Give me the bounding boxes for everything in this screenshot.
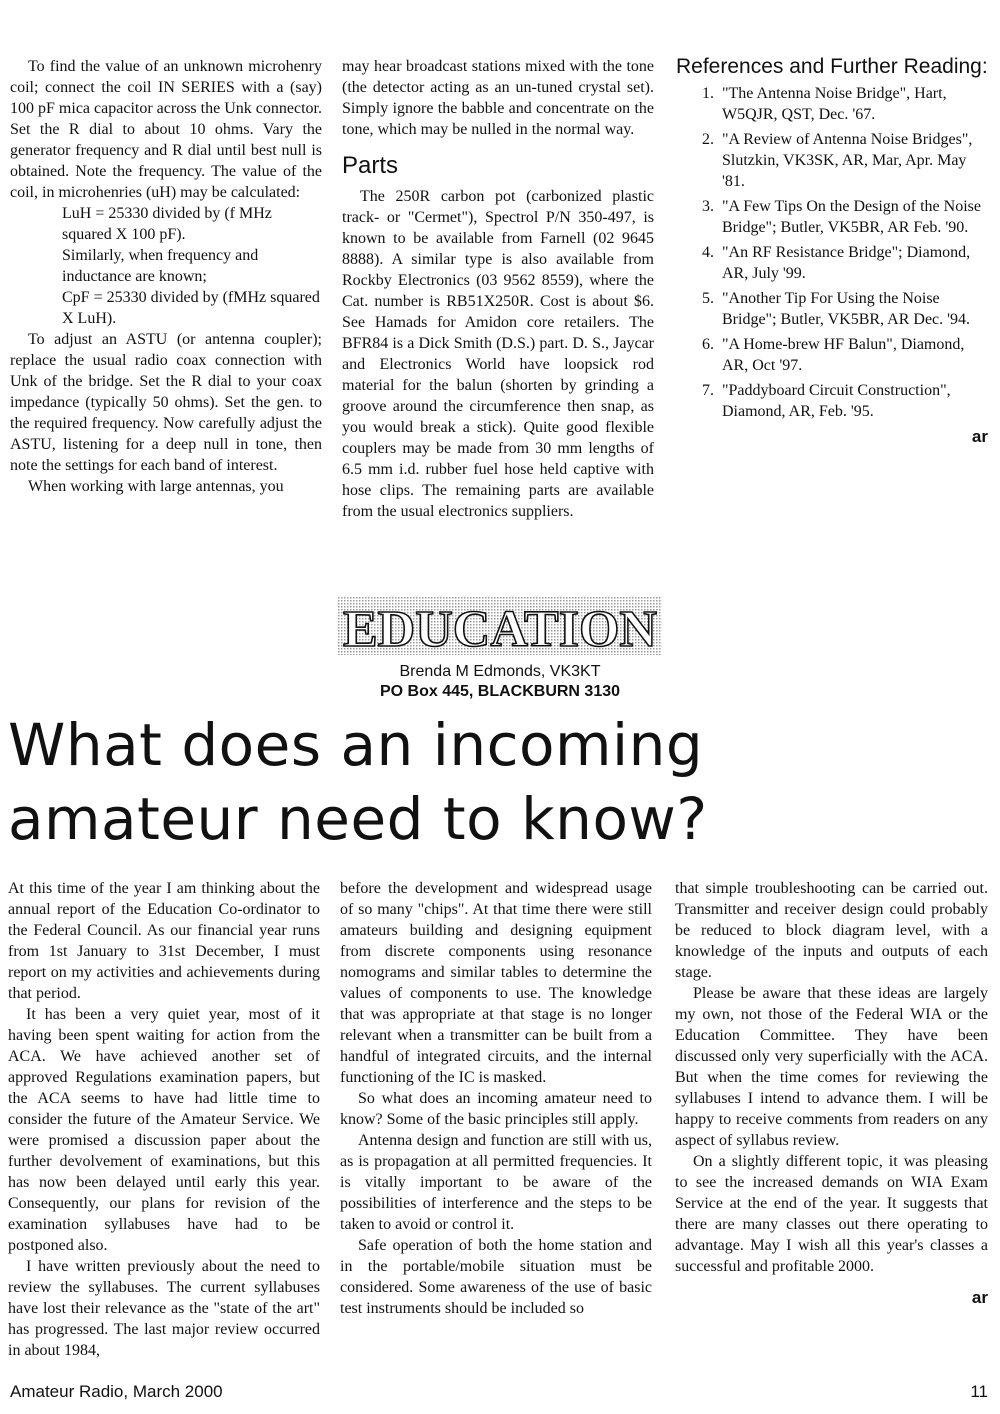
- parts-heading: Parts: [342, 152, 399, 179]
- author-name: Brenda M Edmonds, VK3KT: [399, 663, 601, 680]
- article1-column-2: [342, 56, 654, 522]
- reference-item: 3. "A Few Tips On the Design of the Noise Bridge"; Butler, VK5BR, AR Feb. '90.: [702, 198, 981, 236]
- reference-item: 5. "Another Tip For Using the Noise Bridge"; Butler, VK5BR, AR Dec. '94.: [702, 290, 971, 328]
- paragraph: It has been a very quiet year, most of it having been spent waiting for action from the ACA. We have achieved another set of approved Regulations examination papers, but the ACA seems to have had little time to consider the future of the Amateur Service. We were promised a discussion paper about the further devolvement of examinations, but this has now been delayed until early this year. Consequently, our plans for revision of the examination syllabuses have had to be postponed also.: [8, 1006, 320, 1254]
- reference-item: 1. "The Antenna Noise Bridge", Hart, W5QJR, QST, Dec. '67.: [702, 85, 947, 123]
- paragraph: To adjust an ASTU (or antenna coupler); replace the usual radio coax connection with Unk of the bridge. Set the R dial to your coax impedance (typically 50 ohms). Set the gen. to the required frequency. Now carefully adjust the ASTU, listening for a deep null in tone, then note the settings for each band of interest.: [10, 331, 322, 474]
- education-banner: [338, 597, 662, 655]
- formula-inductance: LuH = 25330 divided by (f MHz squared X 100 pF).: [62, 205, 272, 243]
- reference-item: 2. "A Review of Antenna Noise Bridges", Slutzkin, VK3SK, AR, Mar, Apr. May '81.: [702, 131, 973, 190]
- references-list: [676, 83, 988, 422]
- paragraph: Safe operation of both the home station and in the portable/mobile situation must be considered. Some awareness of the use of basic test instruments should be included so: [340, 1237, 652, 1317]
- end-mark: ar: [971, 427, 988, 446]
- paragraph: To find the value of an unknown microhenry coil; connect the coil IN SERIES with a (say) 100 pF mica capacitor across the Unk connector. Set the R dial to about 10 ohms. Vary the generator frequency and R dial until best null is obtained. Note the frequency. The value of the coil, in microhenries (uH) may be calculated:: [10, 58, 322, 201]
- education-banner-text: EDUCATION: [343, 601, 657, 655]
- publication-name: Amateur Radio, March 2000: [10, 1382, 223, 1401]
- paragraph: Antenna design and function are still with us, as is propagation at all permitted frequencies. It is vitally important to be aware of the possibilities of interference and the steps to be taken to avoid or control it.: [340, 1132, 652, 1233]
- paragraph: before the development and widespread usage of so many "chips". At that time there were still amateurs building and designing equipment from discrete components using resonance nomograms and similar tables to determine the values of components to use. The knowledge that was appropriate at that stage is no longer relevant when a transmitter can be built from a handful of integrated circuits, and the internal functioning of the IC is masked.: [340, 880, 652, 1086]
- references-heading: References and Further Reading:: [676, 55, 988, 78]
- paragraph: may hear broadcast stations mixed with the tone (the detector acting as an un-tuned crystal set). Simply ignore the babble and concentrate on the tone, which may be nulled in the normal way.: [342, 58, 654, 138]
- formula-intro: Similarly, when frequency and inductance are known;: [62, 247, 259, 285]
- article2-column-3: [675, 878, 988, 1308]
- paragraph: At this time of the year I am thinking about the annual report of the Education Co-ordinator to the Federal Council. As our financial year runs from 1st January to 31st December, I must report on my activities and achievements during that period.: [8, 880, 320, 1002]
- education-banner-graphic: [338, 597, 662, 655]
- paragraph: When working with large antennas, you: [28, 478, 284, 495]
- page-number: 11: [970, 1382, 988, 1401]
- article1-column-3: [676, 54, 988, 447]
- end-mark: ar: [971, 1288, 988, 1307]
- paragraph: The 250R carbon pot (carbonized plastic track- or "Cermet"), Spectrol P/N 350-497, is known to be available from Farnell (02 9645 8888). A similar type is also available from Rockby Electronics (03 9562 8559), where the Cat. number is RB51X250R. Cost is about $6. See Hamads for Amidon core retailers. The BFR84 is a Dick Smith (D.S.) part. D. S., Jaycar and Electronics World have loopsick rod material for the balun (shorten by grinding a groove around the circumference then snap, as you would break a stick). Quite good flexible couplers may be made from 30 mm lengths of 6.5 mm i.d. rubber fuel hose held captive with hose clips. The remaining parts are available from the usual electronics suppliers.: [342, 188, 654, 520]
- article2-column-1: [8, 878, 320, 1361]
- paragraph: So what does an incoming amateur need to know? Some of the basic principles still apply.: [340, 1090, 652, 1128]
- headline-line-1: What does an incoming: [8, 711, 704, 779]
- reference-item: 6. "A Home-brew HF Balun", Diamond, AR, Oct '97.: [702, 336, 965, 374]
- paragraph: On a slightly different topic, it was pleasing to see the increased demands on WIA Exam Service at the end of the year. It suggests that there are many classes out there operating to advantage. May I wish all this year's classes a successful and profitable 2000.: [675, 1153, 988, 1275]
- headline-line-2: amateur need to know?: [8, 785, 708, 853]
- paragraph: Please be aware that these ideas are largely my own, not those of the Federal WIA or the Education Committee. They have been discussed only very superficially with the ACA. But when the time comes for reviewing the syllabuses I intend to advance them. I will be happy to receive comments from readers on any aspect of syllabus review.: [675, 985, 988, 1149]
- reference-item: 7. "Paddyboard Circuit Construction", Diamond, AR, Feb. '95.: [702, 382, 951, 420]
- reference-item: 4. "An RF Resistance Bridge"; Diamond, AR, July '99.: [702, 244, 971, 282]
- article1-column-1: [10, 56, 322, 497]
- byline: [330, 662, 670, 702]
- article-headline: [8, 708, 988, 856]
- paragraph: that simple troubleshooting can be carried out. Transmitter and receiver design could probably be reduced to block diagram level, with a knowledge of the inputs and outputs of each stage.: [675, 880, 988, 981]
- author-address: PO Box 445, BLACKBURN 3130: [379, 683, 621, 700]
- paragraph: I have written previously about the need to review the syllabuses. The current syllabuses have lost their relevance as the "state of the art" has progressed. The last major review occurred in about 1984,: [8, 1258, 320, 1359]
- article2-column-2: [340, 878, 652, 1319]
- formula-capacitance: CpF = 25330 divided by (fMHz squared X LuH).: [62, 289, 320, 327]
